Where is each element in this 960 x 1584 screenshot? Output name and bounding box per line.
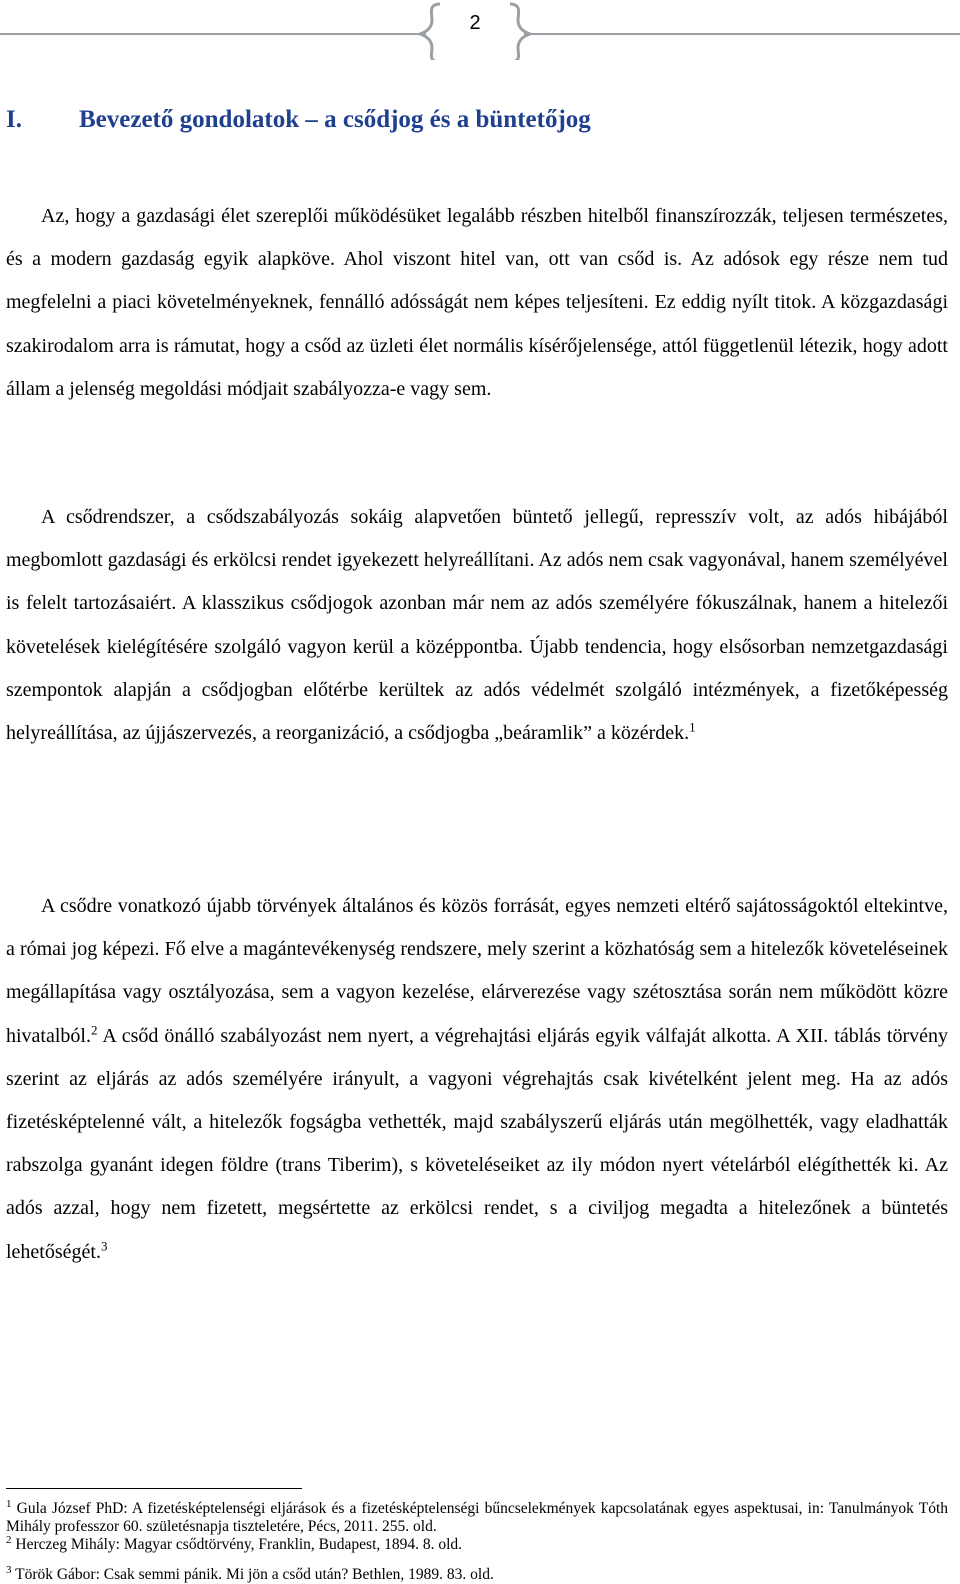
footnote-2 xyxy=(6,1533,948,1554)
footnote-ref-3[interactable]: 3 xyxy=(100,1237,108,1253)
paragraph-text: A csődrendszer, a csődszabályozás sokáig alapvetően büntető jellegű, represszív volt, az adós hibájából megbomlott gazdasági és erkölcsi rendet igyekezett helyreállítani. Az adós nem csak vagyonával, hanem személyével is felelt tartozásaiért. A klasszikus csődjogok azonban már nem az adós személyére fókuszálnak, hanem a hitelezői követelések kielégítésére szolgáló vagyon kerül a középpontba. Újabb tendencia, hogy elsősorban nemzetgazdasági szempontok alapján a csődjogban előtérbe kerültek az adós védelmét szolgáló intézmények, a fizetőképesség helyreállítása, az újjászervezés, a reorganizáció, a csődjogba „beáramlik” a közérdek. xyxy=(6,506,948,745)
paragraph-3 xyxy=(6,885,948,1274)
page-header xyxy=(0,0,960,60)
page-number: 2 xyxy=(469,12,481,34)
chapter-heading xyxy=(6,106,591,134)
footnotes xyxy=(6,1497,949,1584)
footnote-text: Herczeg Mihály: Magyar csődtörvény, Franklin, Budapest, 1894. 8. old. xyxy=(15,1536,463,1553)
footnote-number: 2 xyxy=(6,1533,12,1546)
footnote-ref-1[interactable]: 1 xyxy=(689,719,696,735)
footnote-number: 1 xyxy=(6,1497,12,1510)
paragraph-text: A csőd önálló szabályozást nem nyert, a végrehajtási eljárás egyik válfaját alkotta. A XII. táblás törvény szerint az eljárás az adós személyére irányult, a vagyoni végrehajtás csak kivételként jelent meg. Ha az adós fizetésképtelenné vált, a hitelezők fogságba vethették, majd szabályszerű eljárás után megölhették, vagy eladhatták rabszolga gyanánt idegen földre (trans Tiberim), s követeléseiket az ily módon nyert vételárból elégíthették ki. Az adós azzal, hogy nem fizetett, megsértette az erkölcsi rendet, s a civiljog megadta a hitelezőnek a büntetés lehetőségét. xyxy=(6,1024,948,1263)
chapter-number: I. xyxy=(6,106,22,133)
footnote-text: Török Gábor: Csak semmi pánik. Mi jön a csőd után? Bethlen, 1989. 83. old. xyxy=(15,1566,494,1583)
footnote-3 xyxy=(6,1563,948,1584)
paragraph-1 xyxy=(6,195,948,411)
paragraph-2 xyxy=(6,496,948,755)
footnote-number: 3 xyxy=(6,1563,12,1576)
footnote-text: Gula József PhD: A fizetésképtelenségi eljárások és a fizetésképtelenségi bűncselekmények kapcsolatának egyes aspektusai, in: Tanulmányok Tóth Mihály professzor 60. születésnapja tiszteletére, Pécs, 2011. 255. old. xyxy=(6,1500,949,1535)
footnote-ref-2[interactable]: 2 xyxy=(90,1021,98,1037)
footnote-1 xyxy=(6,1497,949,1536)
chapter-title: Bevezető gondolatok – a csődjog és a büntetőjog xyxy=(79,106,591,133)
paragraph-text: Az, hogy a gazdasági élet szereplői működésüket legalább részben hitelből finanszírozzák, teljesen természetes, és a modern gazdaság egyik alapköve. Ahol viszont hitel van, ott van csőd is. Az adósok egy része nem tud megfelelni a piaci követelményeknek, fennálló adósságát nem képes teljesíteni. Ez eddig nyílt titok. A közgazdasági szakirodalom arra is rámutat, hogy a csőd az üzleti élet normális kísérőjelensége, attól függetlenül létezik, hogy adott állam a jelenség megoldási módjait szabályozza-e vagy sem. xyxy=(6,205,948,400)
footnote-separator xyxy=(6,1488,302,1489)
paragraph-text: A csődre vonatkozó újabb törvények általános és közös forrását, egyes nemzeti eltérő sajátosságoktól eltekintve, a római jog képezi. Fő elve a magántevékenység rendszere, mely szerint a közhatóság sem a hitelezők követeléseinek megállapítása vagy osztályozása, sem a vagyon kezelése, elárverezése vagy szétosztása során nem működött közre hivatalból. xyxy=(6,895,948,1047)
